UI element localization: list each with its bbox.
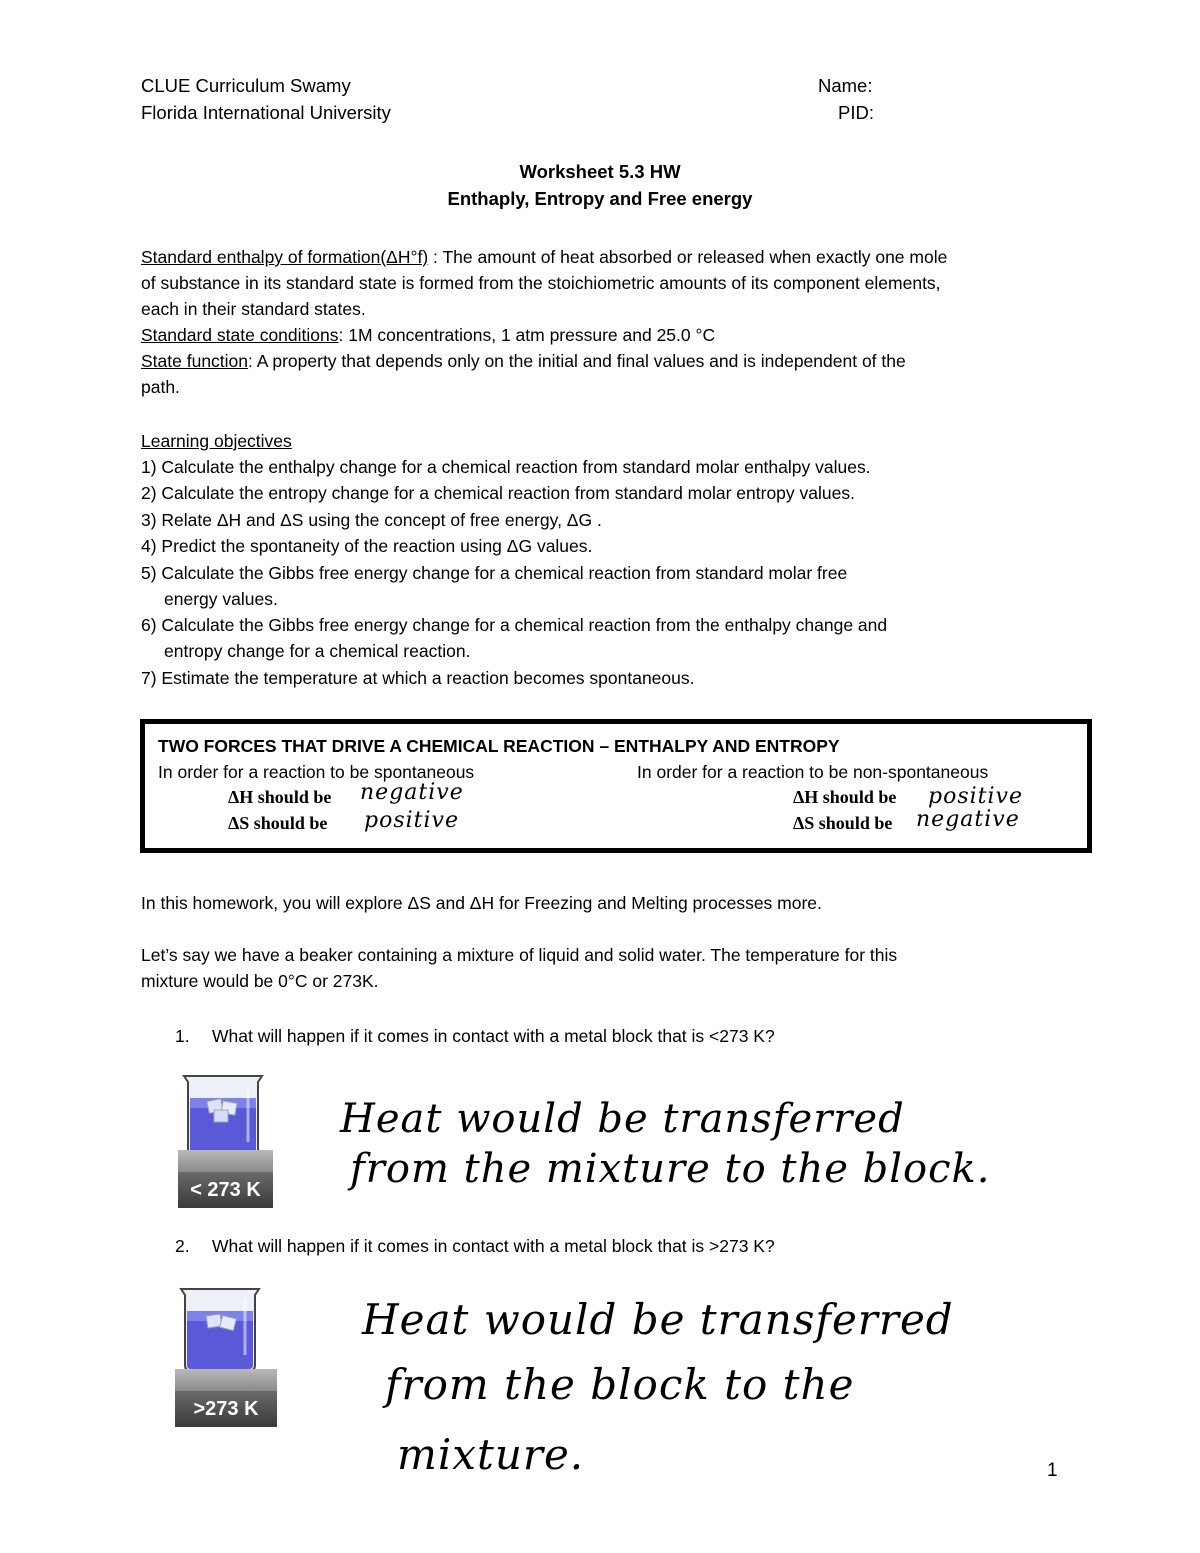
nonspontaneous-label: In order for a reaction to be non-spontaneous — [637, 762, 989, 782]
beaker-on-cold-block — [178, 1072, 278, 1207]
nonspont-ds-label: ΔS should be — [793, 813, 893, 833]
objective-item-continued: entropy change for a chemical reaction. — [164, 641, 471, 661]
objectives-heading: Learning objectives — [141, 431, 292, 451]
university-name: Florida International University — [141, 102, 391, 123]
handwritten-answer-line1: Heat would be transferred — [362, 1295, 954, 1344]
pid-label: PID: — [838, 102, 874, 123]
question-number: 2. — [175, 1236, 190, 1256]
beaker-on-warm-block — [175, 1285, 280, 1435]
question-text: What will happen if it comes in contact with a metal block that is >273 K? — [212, 1236, 775, 1256]
spontaneous-label: In order for a reaction to be spontaneous — [158, 762, 475, 782]
definition-enthalpy-line3: each in their standard states. — [141, 299, 366, 319]
state-function-term: State function — [141, 351, 249, 371]
enthalpy-text: : The amount of heat absorbed or released when exactly one mole — [428, 247, 948, 267]
state-function-text: : A property that depends only on the initial and final values and is independent of the — [248, 351, 906, 371]
question-text: What will happen if it comes in contact with a metal block that is <273 K? — [212, 1026, 775, 1046]
spont-dh-label: ΔH should be — [228, 787, 332, 807]
definition-enthalpy-line2: of substance in its standard state is formed from the stoichiometric amounts of its component elements, — [141, 273, 941, 293]
beaker-icon — [178, 1072, 278, 1162]
scenario-line2: mixture would be 0°C or 273K. — [141, 971, 379, 991]
nonspont-dh-label: ΔH should be — [793, 787, 897, 807]
beaker-icon — [175, 1285, 275, 1375]
standard-state-term: Standard state conditions — [141, 325, 339, 345]
objective-item: 4) Predict the spontaneity of the reaction using ΔG values. — [141, 536, 593, 556]
warm-block-label: >273 K — [175, 1391, 277, 1427]
question-number: 1. — [175, 1026, 190, 1046]
handwritten-answer-line2: from the mixture to the block. — [350, 1146, 991, 1192]
nonspont-dh-answer: positive — [928, 784, 1023, 809]
definition-enthalpy-line1 — [141, 244, 947, 270]
objective-item: 7) Estimate the temperature at which a reaction becomes spontaneous. — [141, 668, 695, 688]
handwritten-answer-line3: mixture. — [397, 1430, 585, 1479]
definition-state-function-line2: path. — [141, 377, 180, 397]
spont-ds-answer: positive — [364, 808, 459, 833]
cold-block-label: < 273 K — [178, 1172, 273, 1208]
objective-item: 5) Calculate the Gibbs free energy change for a chemical reaction from standard molar free — [141, 563, 848, 583]
spont-ds-label: ΔS should be — [228, 813, 328, 833]
definition-state-function-line1 — [141, 348, 906, 374]
objective-item-continued: energy values. — [164, 589, 278, 609]
spont-dh-answer: negative — [360, 780, 464, 805]
objective-item: 3) Relate ΔH and ΔS using the concept of free energy, ΔG . — [141, 510, 602, 530]
standard-state-text: : 1M concentrations, 1 atm pressure and 25.0 °C — [338, 325, 716, 345]
enthalpy-term: Standard enthalpy of formation(ΔH°f) — [141, 247, 429, 267]
nonspont-ds-answer: negative — [916, 807, 1020, 832]
handwritten-answer-line1: Heat would be transferred — [340, 1096, 905, 1142]
objective-item: 2) Calculate the entropy change for a chemical reaction from standard molar entropy values. — [141, 483, 855, 503]
objective-item: 1) Calculate the enthalpy change for a chemical reaction from standard molar enthalpy values. — [141, 457, 871, 477]
worksheet-subtitle: Enthaply, Entropy and Free energy — [447, 188, 753, 209]
scenario-line1: Let’s say we have a beaker containing a mixture of liquid and solid water. The temperature for this — [141, 945, 898, 965]
intro-paragraph: In this homework, you will explore ΔS and ΔH for Freezing and Melting processes more. — [141, 893, 822, 913]
worksheet-title: Worksheet 5.3 HW — [519, 161, 681, 182]
page-number: 1 — [1047, 1460, 1058, 1481]
definition-standard-state — [141, 322, 715, 348]
course-name: CLUE Curriculum Swamy — [141, 75, 351, 96]
handwritten-answer-line2: from the block to the — [385, 1360, 855, 1409]
driving-forces-heading: TWO FORCES THAT DRIVE A CHEMICAL REACTION – ENTHALPY AND ENTROPY — [158, 736, 840, 756]
objective-item: 6) Calculate the Gibbs free energy change for a chemical reaction from the enthalpy change and — [141, 615, 888, 635]
name-label: Name: — [818, 75, 873, 96]
